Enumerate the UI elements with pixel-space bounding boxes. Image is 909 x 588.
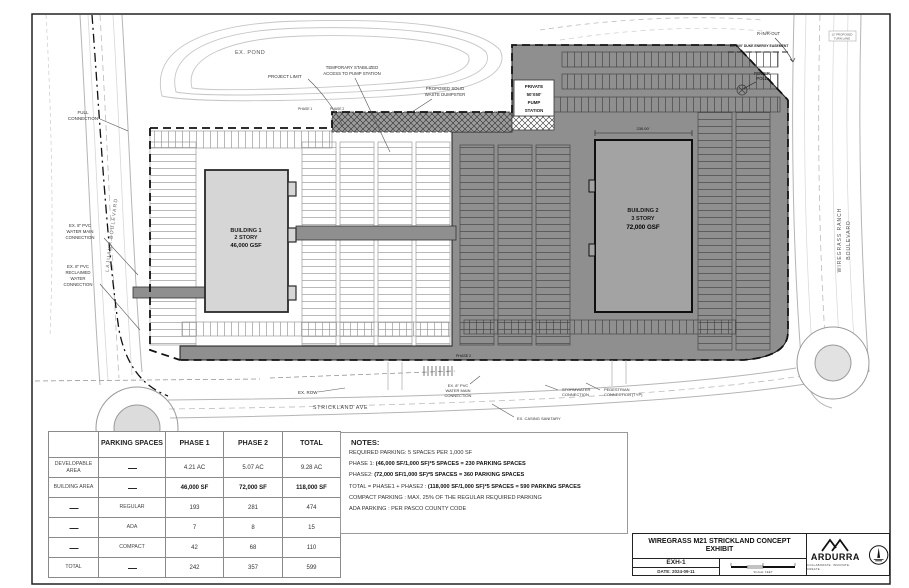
temp-access-label: TEMPORARY STABILIZED xyxy=(325,65,379,70)
reclaimed-water-label: EX. 8" PVC xyxy=(66,264,90,269)
svg-text:WATER MAIN: WATER MAIN xyxy=(66,229,94,234)
phase2-tag: PHASE 2 xyxy=(330,107,345,111)
full-connection-label: FULL xyxy=(77,110,89,115)
turn-lane-label: 12' PROPOSED xyxy=(831,32,853,37)
svg-text:CONNECTION: CONNECTION xyxy=(65,235,95,240)
ardurra-logo xyxy=(807,538,864,571)
water-main-label: EX. 8" PVC xyxy=(68,223,92,228)
casing-label: EX. CASING SANITARY xyxy=(517,416,561,421)
roundabout-southeast xyxy=(797,327,869,399)
svg-text:WATER MAIN: WATER MAIN xyxy=(445,388,471,393)
svg-text:2 STORY: 2 STORY xyxy=(234,235,258,241)
building-1 xyxy=(205,170,296,312)
note-line: TOTAL = PHASE1 + PHASE2 : (118,000 SF/1,000 SF)*5 SPACES = 590 PARKING SPACES xyxy=(349,483,581,490)
seal-icon xyxy=(868,544,889,566)
waste-dumpster-strip xyxy=(332,112,512,132)
table-row: — ADA 7 8 15 xyxy=(49,518,341,538)
building2-label: BUILDING 2 xyxy=(627,208,659,214)
duke-easement-label: EX. 100' DUKE ENERGY EASEMENT xyxy=(730,44,789,48)
svg-text:ACCESS TO PUMP STATION: ACCESS TO PUMP STATION xyxy=(323,71,381,76)
table-header-row: PARKING SPACES PHASE 1 PHASE 2 TOTAL xyxy=(49,432,341,458)
building2-dimension: 230.00' xyxy=(636,126,650,131)
svg-text:TURN LANE: TURN LANE xyxy=(833,36,851,41)
svg-text:STATION: STATION xyxy=(524,108,544,113)
west-driveway xyxy=(133,287,206,298)
ardurra-logo-icon xyxy=(820,538,850,553)
svg-text:50'X50': 50'X50' xyxy=(526,92,542,97)
svg-text:CONNECTION: CONNECTION xyxy=(562,392,589,397)
table-row: TOTAL — 242 357 599 xyxy=(49,558,341,578)
svg-text:WASTE DUMPSTER: WASTE DUMPSTER xyxy=(424,92,466,97)
svg-text:CONNECTION: CONNECTION xyxy=(63,282,93,287)
title-block-left xyxy=(633,534,807,575)
strickland-ave-label: STRICKLAND AVE xyxy=(313,405,369,411)
rinrout-label: R-IN/R-OUT xyxy=(757,31,781,36)
project-limit-label: PROJECT LIMIT xyxy=(268,74,302,79)
firm-name: ARDURRA xyxy=(810,552,860,562)
note-line: PHASE2: (72,000 SF/1,000 SF)*5 SPACES = 360 PARKING SPACES xyxy=(349,472,525,479)
notes-panel xyxy=(340,432,628,534)
note-line: ADA PARKING : PER PASCO COUNTY CODE xyxy=(349,505,467,512)
svg-text:RECLAIMED: RECLAIMED xyxy=(65,270,91,275)
dumpster-label: PROPOSED SOLID xyxy=(425,86,465,91)
svg-text:CONNECTION: CONNECTION xyxy=(67,116,99,121)
pump-station xyxy=(512,80,554,130)
table-row: DEVELOPABLE AREA — 4.21 AC 5.07 AC 9.28 AC xyxy=(49,458,341,478)
notes-heading: NOTES: xyxy=(351,438,380,447)
ex-pond-label: EX. POND xyxy=(235,50,266,56)
svg-text:72,000 GSF: 72,000 GSF xyxy=(626,224,660,231)
firm-block xyxy=(807,534,889,575)
scale-bar xyxy=(720,559,806,575)
note-line: REQUIRED PARKING: 5 SPACES PER 1,000 SF xyxy=(349,450,473,456)
note-line: COMPACT PARKING : MAX. 25% OF THE REGULAR REQUIRED PARKING xyxy=(349,494,542,501)
stormwater-label: STORMWATER xyxy=(562,387,591,392)
lajuana-blvd-label: LAJUANA BOULEVARD xyxy=(104,197,120,273)
sheet-date: DATE: 2024-09-11 xyxy=(657,568,695,574)
table-row: — COMPACT 42 68 110 xyxy=(49,538,341,558)
scale-bar-graphic xyxy=(727,560,799,574)
wiregrass-blvd-label: WIREGRASS RANCH xyxy=(837,207,843,273)
pedestrian-label: PEDESTRIAN xyxy=(604,387,630,392)
wm-bottom-label: EX. 8" PVC xyxy=(447,383,469,388)
sheet-title: WIREGRASS M21 STRICKLAND CONCEPT EXHIBIT xyxy=(633,534,806,559)
power-pole-label: POWER xyxy=(754,71,770,76)
table-row: — REGULAR 193 281 474 xyxy=(49,498,341,518)
svg-text:46,000 GSF: 46,000 GSF xyxy=(230,243,262,249)
sheet-number: EXH-1 xyxy=(633,559,719,568)
ex-row-label: EX. ROW xyxy=(298,390,318,395)
central-drive-aisle xyxy=(296,226,456,240)
firm-tagline: COLLABORATE. INNOVATE. CREATE. xyxy=(807,563,851,571)
scale-caption: SCALE: FEET xyxy=(753,570,773,574)
svg-text:PUMP: PUMP xyxy=(527,100,541,105)
phase2-tag-bottom: PHASE 2 xyxy=(456,354,472,358)
table-row: BUILDING AREA — 46,000 SF 72,000 SF 118,000 SF xyxy=(49,478,341,498)
title-block xyxy=(632,533,890,576)
building-2 xyxy=(589,126,692,312)
note-line: PHASE 1: (46,000 SF/1,000 SF)*5 SPACES = 230 PARKING SPACES xyxy=(349,461,526,468)
parking-summary-table xyxy=(48,431,341,578)
building1-label: BUILDING 1 xyxy=(230,228,262,234)
svg-text:BOULEVARD: BOULEVARD xyxy=(846,220,852,260)
svg-text:CONNECTION: CONNECTION xyxy=(444,393,472,398)
svg-text:PRIVATE: PRIVATE xyxy=(524,84,544,89)
svg-text:CONNECTION (TYP): CONNECTION (TYP) xyxy=(604,392,643,397)
phase1-tag: PHASE 1 xyxy=(298,107,313,111)
svg-text:3 STORY: 3 STORY xyxy=(631,216,655,222)
svg-text:POLE: POLE xyxy=(756,76,768,81)
svg-text:WATER: WATER xyxy=(70,276,86,281)
